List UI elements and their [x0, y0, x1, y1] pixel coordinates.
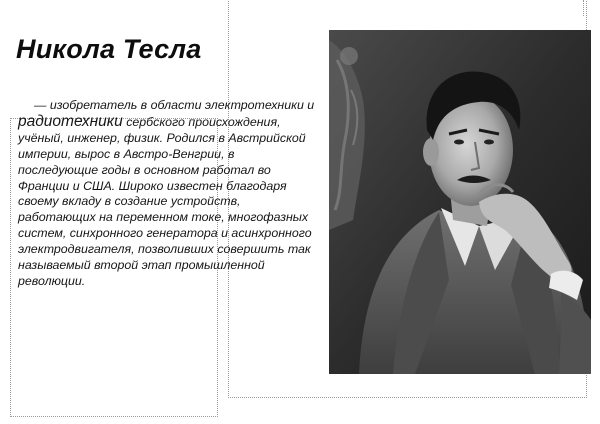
slide-body-text[interactable]: [18, 98, 318, 290]
portrait-photo-icon: [329, 30, 591, 374]
portrait-photo[interactable]: [329, 30, 591, 374]
paragraph-rest: сербского происхождения, учёный, инженер, физик. Родился в Австрийской империи, вырос в Австро-Венгрии, в последующие годы в основном работал во Франции и США. Широко известен благодаря своему вкладу в создание устройств, работающих на переменном токе, многофазных систем, синхронного генератора и асинхронного электродвигателя, позволивших совершить так называемый второй этап промышленной революции.: [18, 114, 312, 288]
paragraph-intro: изобретатель в области электротехники и: [46, 98, 315, 112]
guide-line: [583, 0, 584, 16]
slide-title[interactable]: Никола Тесла: [16, 34, 202, 64]
paragraph-emphasis: радиотехники: [18, 112, 123, 130]
paragraph-dash: —: [34, 98, 47, 112]
